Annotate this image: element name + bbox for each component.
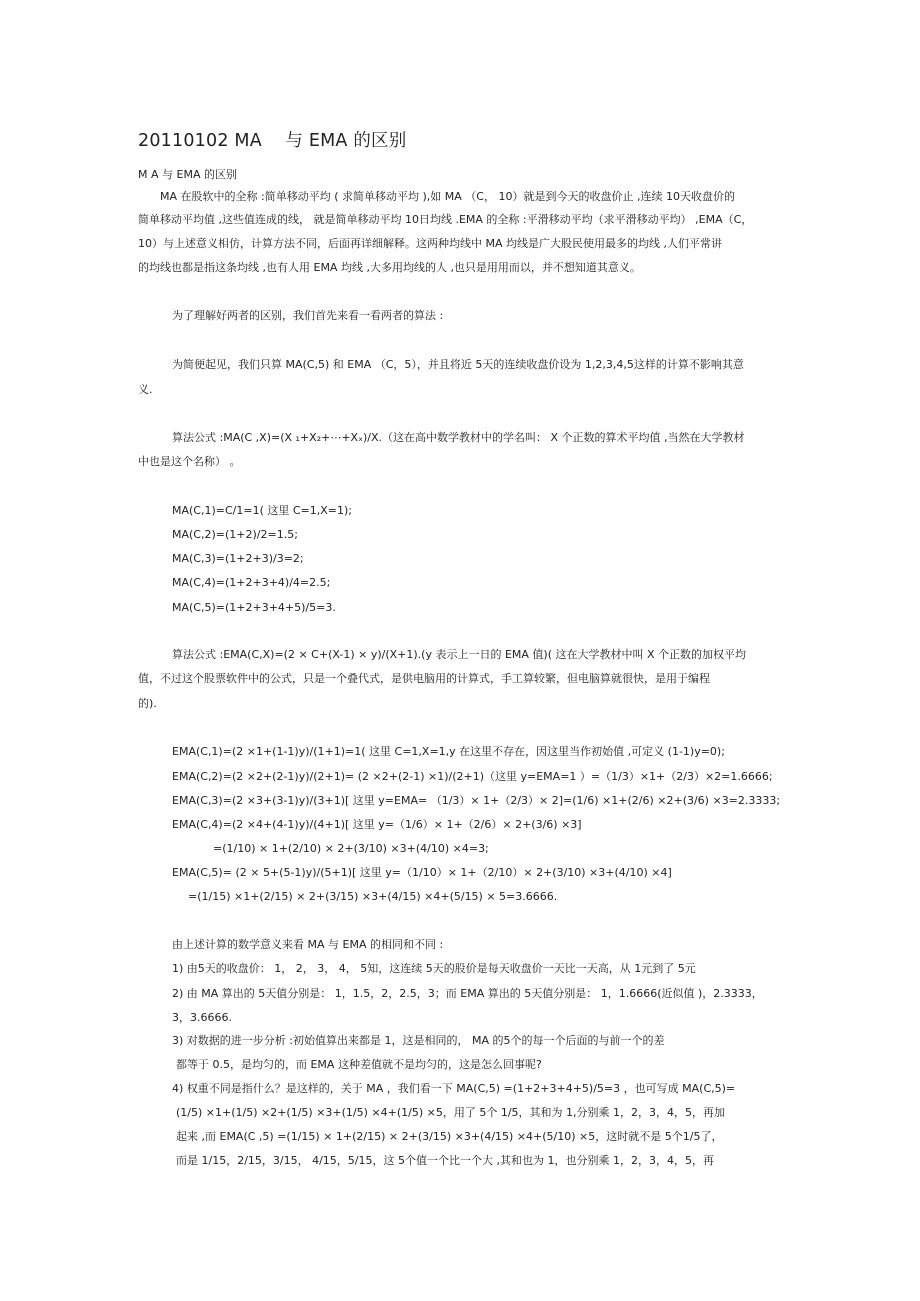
ema-formula: 算法公式 :EMA(C,X)=(2 × C+(X-1) × y)/(X+1).(y 表示上一日的 EMA 值)( 这在大学教材中叫 X 个正数的加权平均 [172,648,747,661]
intro-line: 的均线也都是指这条均线 ,也有人用 EMA 均线 ,大多用均线的人 ,也只是用用而以，并不想知道其意义。 [138,261,641,274]
comparison-point: (1/5) ×1+(1/5) ×2+(1/5) ×3+(1/5) ×4+(1/5) ×5，用了 5个 1/5，其和为 1,分别乘 1，2，3，4，5，再加 [176,1106,726,1119]
paragraph-understand: 为了理解好两者的区别，我们首先来看一看两者的算法 : [172,309,444,322]
ema-example: EMA(C,5)= (2 × 5+(5-1)y)/(5+1)[ 这里 y=（1/10）× 1+（2/10）× 2+(3/10) ×3+(4/10) ×4] [172,866,672,879]
comparison-point: 4) 权重不同是指什么？是这样的，关于 MA ，我们看一下 MA(C,5) =(1+2+3+4+5)/5=3 ，也可写成 MA(C,5)= [172,1082,736,1095]
comparison-point: 1) 由5天的收盘价： 1， 2， 3， 4， 5知，这连续 5天的股价是每天收盘价一天比一天高，从 1元到了 5元 [172,962,696,975]
ma-example: MA(C,3)=(1+2+3)/3=2; [172,552,304,565]
ema-example: EMA(C,1)=(2 ×1+(1-1)y)/(1+1)=1( 这里 C=1,X=1,y 在这里不存在，因这里当作初始值 ,可定义 (1-1)y=0); [172,745,725,758]
comparison-point: 3) 对数据的进一步分析 :初始值算出来都是 1，这是相同的， MA 的5个的每一个后面的与前一个的差 [172,1034,665,1047]
ema-example: EMA(C,3)=(2 ×3+(3-1)y)/(3+1)[ 这里 y=EMA= （1/3）× 1+（2/3）× 2]=(1/6) ×1+(2/6) ×2+(3/6) ×3=2.3333; [172,794,781,807]
ma-example: MA(C,4)=(1+2+3+4)/4=2.5; [172,576,331,589]
ema-example: EMA(C,2)=(2 ×2+(2-1)y)/(2+1)= (2 ×2+(2-1) ×1)/(2+1)（这里 y=EMA=1 ）=（1/3）×1+（2/3）×2=1.6666; [172,770,773,783]
comparison-point: 2) 由 MA 算出的 5天值分别是： 1，1.5，2，2.5，3；而 EMA 算出的 5天值分别是： 1，1.6666(近似值 )，2.3333， [172,987,763,1000]
ema-formula: 值，不过这个股票软件中的公式，只是一个叠代式，是供电脑用的计算式，手工算较繁，但电脑算就很快，是用于编程 [138,672,710,685]
intro-heading: M A 与 EMA 的区别 [138,168,237,181]
intro-line: 10）与上述意义相仿，计算方法不同，后面再详细解释。这两种均线中 MA 均线是广大股民使用最多的均线 ,人们平常讲 [138,237,722,250]
ma-example: MA(C,1)=C/1=1( 这里 C=1,X=1); [172,504,353,517]
ema-formula: 的). [138,697,157,710]
ema-example: EMA(C,4)=(2 ×4+(4-1)y)/(4+1)[ 这里 y=（1/6）× 1+（2/6）× 2+(3/6) ×3] [172,818,582,831]
ma-example: MA(C,2)=(1+2)/2=1.5; [172,528,298,541]
paragraph-simple: 为简便起见，我们只算 MA(C,5) 和 EMA （C，5），并且将近 5天的连续收盘价设为 1,2,3,4,5这样的计算不影响其意 [172,358,744,371]
comparison-point: 而是 1/15，2/15，3/15， 4/15，5/15，这 5个值一个比一个大 ,其和也为 1，也分别乘 1，2，3，4，5，再 [176,1154,714,1167]
ema-example: =(1/10) × 1+(2/10) × 2+(3/10) ×3+(4/10) ×4=3; [213,842,489,855]
comparison-intro: 由上述计算的数学意义来看 MA 与 EMA 的相同和不同 : [172,938,444,951]
intro-line: 简单移动平均值 ,这些值连成的线， 就是简单移动平均 10日均线 .EMA 的全称 :平滑移动平均（求平滑移动平均） ,EMA（C， [138,213,753,226]
ema-example: =(1/15) ×1+(2/15) × 2+(3/15) ×3+(4/15) ×4+(5/15) × 5=3.6666. [188,890,558,903]
paragraph-simple: 义. [138,383,153,396]
ma-formula: 中也是这个名称） 。 [138,455,241,468]
comparison-point: 3，3.6666. [172,1011,232,1024]
comparison-point: 都等于 0.5，是均匀的，而 EMA 这种差值就不是均匀的，这是怎么回事呢? [176,1058,542,1071]
document-title: 20110102 MA 与 EMA 的区别 [138,131,407,151]
comparison-point: 起来 ,而 EMA(C ,5) =(1/15) × 1+(2/15) × 2+(3/15) ×3+(4/15) ×4+(5/10) ×5，这时就不是 5个1/5了， [176,1130,723,1143]
ma-formula: 算法公式 :MA(C ,X)=(X ₁+X₂+⋯+Xₓ)/X.（这在高中数学教材中的学名叫： X 个正数的算术平均值 ,当然在大学教材 [172,431,745,444]
ma-example: MA(C,5)=(1+2+3+4+5)/5=3. [172,601,336,614]
intro-line: MA 在股软中的全称 :简单移动平均 ( 求简单移动平均 ),如 MA （C， 10）就是到今天的收盘价止 ,连续 10天收盘价的 [138,190,735,203]
